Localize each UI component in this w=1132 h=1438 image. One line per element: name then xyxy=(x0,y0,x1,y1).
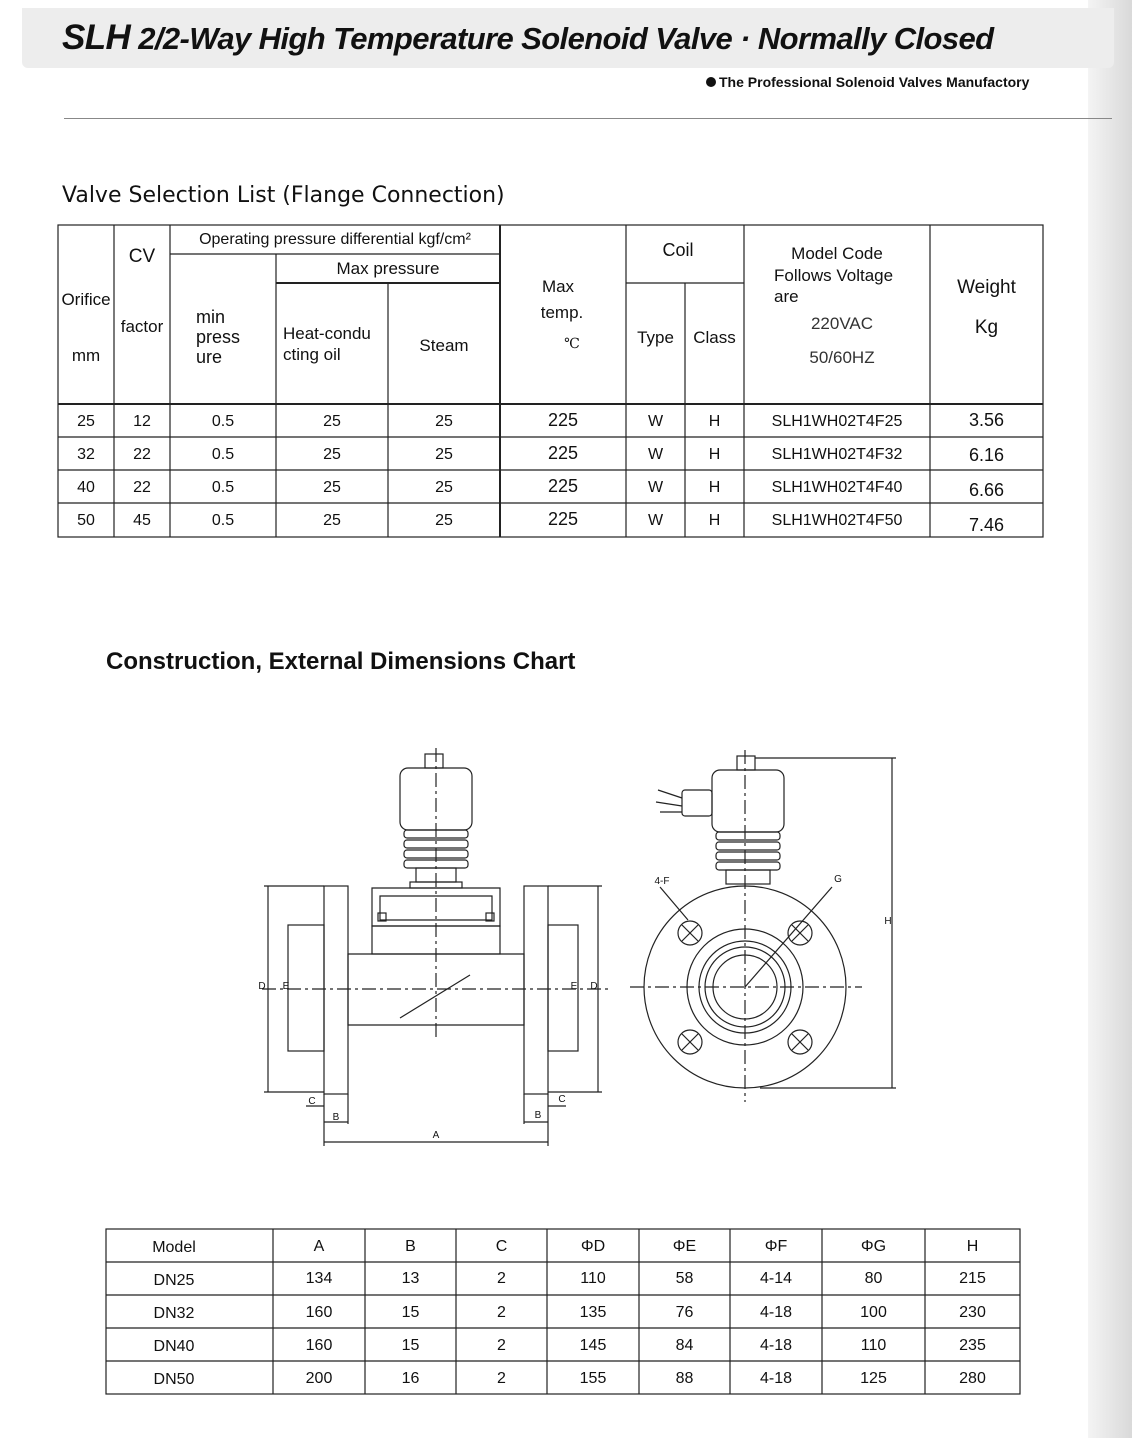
dim-cell: 4-14 xyxy=(759,1270,793,1287)
min-pressure-cell: 0.5 xyxy=(211,512,235,529)
cv-header: CV xyxy=(128,246,156,268)
dim-cell: 80 xyxy=(864,1270,883,1287)
cv-cell: 12 xyxy=(133,413,151,430)
orifice-cell: 50 xyxy=(77,512,95,529)
dim-cell: 160 xyxy=(305,1337,333,1354)
orifice-cell: 40 xyxy=(77,479,95,496)
follows-voltage-header: Follows Voltage are xyxy=(774,265,894,306)
temp-header: temp. xyxy=(540,303,584,323)
dim-cell: 215 xyxy=(959,1270,986,1287)
dim-cell: 16 xyxy=(401,1370,420,1387)
orifice-cell: 25 xyxy=(77,413,95,430)
heat-oil-header: Heat-condu cting oil xyxy=(283,323,371,364)
weight-header: Weight xyxy=(957,277,1016,299)
dim-header-cell: H xyxy=(966,1238,979,1255)
type-cell: W xyxy=(647,413,664,430)
type-cell: W xyxy=(647,446,664,463)
dim-cell: 155 xyxy=(579,1370,607,1387)
steam-cell: 25 xyxy=(435,446,453,463)
dim-header-cell: ΦE xyxy=(672,1238,697,1255)
dim-label-d-right: D xyxy=(590,980,598,992)
weight-cell: 3.56 xyxy=(968,409,1005,430)
dim-header-cell: A xyxy=(313,1238,325,1255)
dim-cell: DN40 xyxy=(153,1338,195,1355)
steam-cell: 25 xyxy=(435,413,453,430)
dim-header-cell: B xyxy=(405,1238,416,1255)
dim-label-f: 4-F xyxy=(654,875,670,887)
dim-cell: 230 xyxy=(959,1304,986,1321)
cv-cell: 45 xyxy=(133,512,151,529)
dim-cell: 110 xyxy=(860,1337,887,1354)
dim-label-b-right: B xyxy=(534,1109,542,1121)
dim-label-c: C xyxy=(308,1095,316,1107)
min-pressure-cell: 0.5 xyxy=(211,413,235,430)
dim-header-cell: ΦD xyxy=(580,1238,606,1255)
dim-cell: 2 xyxy=(497,1304,506,1321)
model-code-cell: SLH1WH02T4F40 xyxy=(771,479,903,496)
model-code-header: Model Code xyxy=(791,244,883,264)
dim-cell: DN32 xyxy=(153,1305,195,1322)
dim-label-c-right: C xyxy=(558,1093,566,1105)
dim-cell: 58 xyxy=(675,1270,694,1287)
max-pressure-header: Max pressure xyxy=(336,258,440,278)
dim-cell: 84 xyxy=(675,1337,694,1354)
oil-cell: 25 xyxy=(323,479,341,496)
dim-cell: DN50 xyxy=(153,1371,195,1388)
construction-heading: Construction, External Dimensions Chart xyxy=(106,648,576,675)
temp-cell: 225 xyxy=(547,409,579,430)
class-cell: H xyxy=(708,512,721,529)
orifice-header: Orifice xyxy=(61,290,111,310)
class-header: Class xyxy=(693,328,736,348)
class-cell: H xyxy=(708,446,721,463)
type-cell: W xyxy=(647,512,664,529)
dim-label-a: A xyxy=(432,1129,440,1141)
title-text: 2/2-Way High Temperature Solenoid Valve · Normally Closed xyxy=(138,21,994,56)
temp-unit: ℃ xyxy=(564,336,580,353)
dim-cell: 13 xyxy=(401,1270,420,1287)
dim-cell: 125 xyxy=(860,1370,887,1387)
cv-cell: 22 xyxy=(133,479,151,496)
dim-label-d: D xyxy=(258,980,266,992)
dim-header-cell: ΦF xyxy=(764,1238,788,1255)
dim-label-e-right: E xyxy=(570,980,578,992)
dim-cell: 134 xyxy=(305,1270,333,1287)
selection-heading: Valve Selection List (Flange Connection) xyxy=(62,183,505,208)
model-code-cell: SLH1WH02T4F25 xyxy=(771,413,903,430)
type-cell: W xyxy=(647,479,664,496)
temp-cell: 225 xyxy=(547,475,579,496)
min-pressure-cell: 0.5 xyxy=(211,446,235,463)
dim-cell: DN25 xyxy=(153,1272,195,1289)
dim-cell: 2 xyxy=(497,1270,506,1287)
dim-cell: 15 xyxy=(401,1337,420,1354)
dim-cell: 110 xyxy=(580,1270,606,1287)
model-name: SLH xyxy=(62,18,131,57)
cv-factor-header: factor xyxy=(120,317,164,337)
steam-cell: 25 xyxy=(435,512,453,529)
dim-cell: 76 xyxy=(675,1304,694,1321)
oil-cell: 25 xyxy=(323,446,341,463)
voltage-header: 220VAC xyxy=(810,314,874,334)
dim-header-cell: Model xyxy=(152,1239,196,1256)
steam-cell: 25 xyxy=(435,479,453,496)
dim-cell: 235 xyxy=(959,1337,986,1354)
temp-cell: 225 xyxy=(547,442,579,463)
coil-header: Coil xyxy=(662,239,694,260)
weight-unit: Kg xyxy=(974,317,999,339)
min-pressure-cell: 0.5 xyxy=(211,479,235,496)
type-header: Type xyxy=(637,328,674,348)
dim-cell: 2 xyxy=(497,1337,506,1354)
model-code-cell: SLH1WH02T4F32 xyxy=(771,446,903,463)
min-pressure-header: min press ure xyxy=(196,307,241,367)
weight-cell: 6.16 xyxy=(968,444,1005,465)
dim-cell: 280 xyxy=(959,1370,986,1387)
cv-cell: 22 xyxy=(133,446,151,463)
dim-header-cell: ΦG xyxy=(860,1238,887,1255)
class-cell: H xyxy=(708,413,721,430)
frequency-header: 50/60HZ xyxy=(809,348,875,368)
dim-cell: 4-18 xyxy=(759,1304,793,1321)
dim-header-cell: C xyxy=(495,1238,508,1255)
dim-label-b: B xyxy=(332,1111,340,1123)
temp-cell: 225 xyxy=(547,508,579,529)
dim-label-g: G xyxy=(834,873,842,885)
oil-cell: 25 xyxy=(323,512,341,529)
orifice-cell: 32 xyxy=(77,446,95,463)
dim-label-h: H xyxy=(884,915,892,927)
dim-cell: 135 xyxy=(579,1304,607,1321)
class-cell: H xyxy=(708,479,721,496)
dim-cell: 2 xyxy=(497,1370,506,1387)
dim-cell: 145 xyxy=(579,1337,607,1354)
dim-cell: 200 xyxy=(305,1370,333,1387)
model-code-cell: SLH1WH02T4F50 xyxy=(771,512,903,529)
dim-cell: 160 xyxy=(305,1304,333,1321)
dim-cell: 15 xyxy=(401,1304,420,1321)
orifice-unit: mm xyxy=(71,346,101,366)
max-temp-header: Max xyxy=(541,277,575,297)
steam-header: Steam xyxy=(419,336,469,356)
dim-label-e: E xyxy=(282,980,290,992)
tagline-text: The Professional Solenoid Valves Manufactory xyxy=(719,74,1030,90)
weight-cell: 6.66 xyxy=(968,479,1005,500)
dim-cell: 100 xyxy=(860,1304,887,1321)
dim-cell: 88 xyxy=(675,1370,694,1387)
op-pressure-header: Operating pressure differential kgf/cm² xyxy=(199,230,471,248)
dim-cell: 4-18 xyxy=(759,1370,793,1387)
weight-cell: 7.46 xyxy=(968,514,1005,535)
dim-cell: 4-18 xyxy=(759,1337,793,1354)
oil-cell: 25 xyxy=(323,413,341,430)
